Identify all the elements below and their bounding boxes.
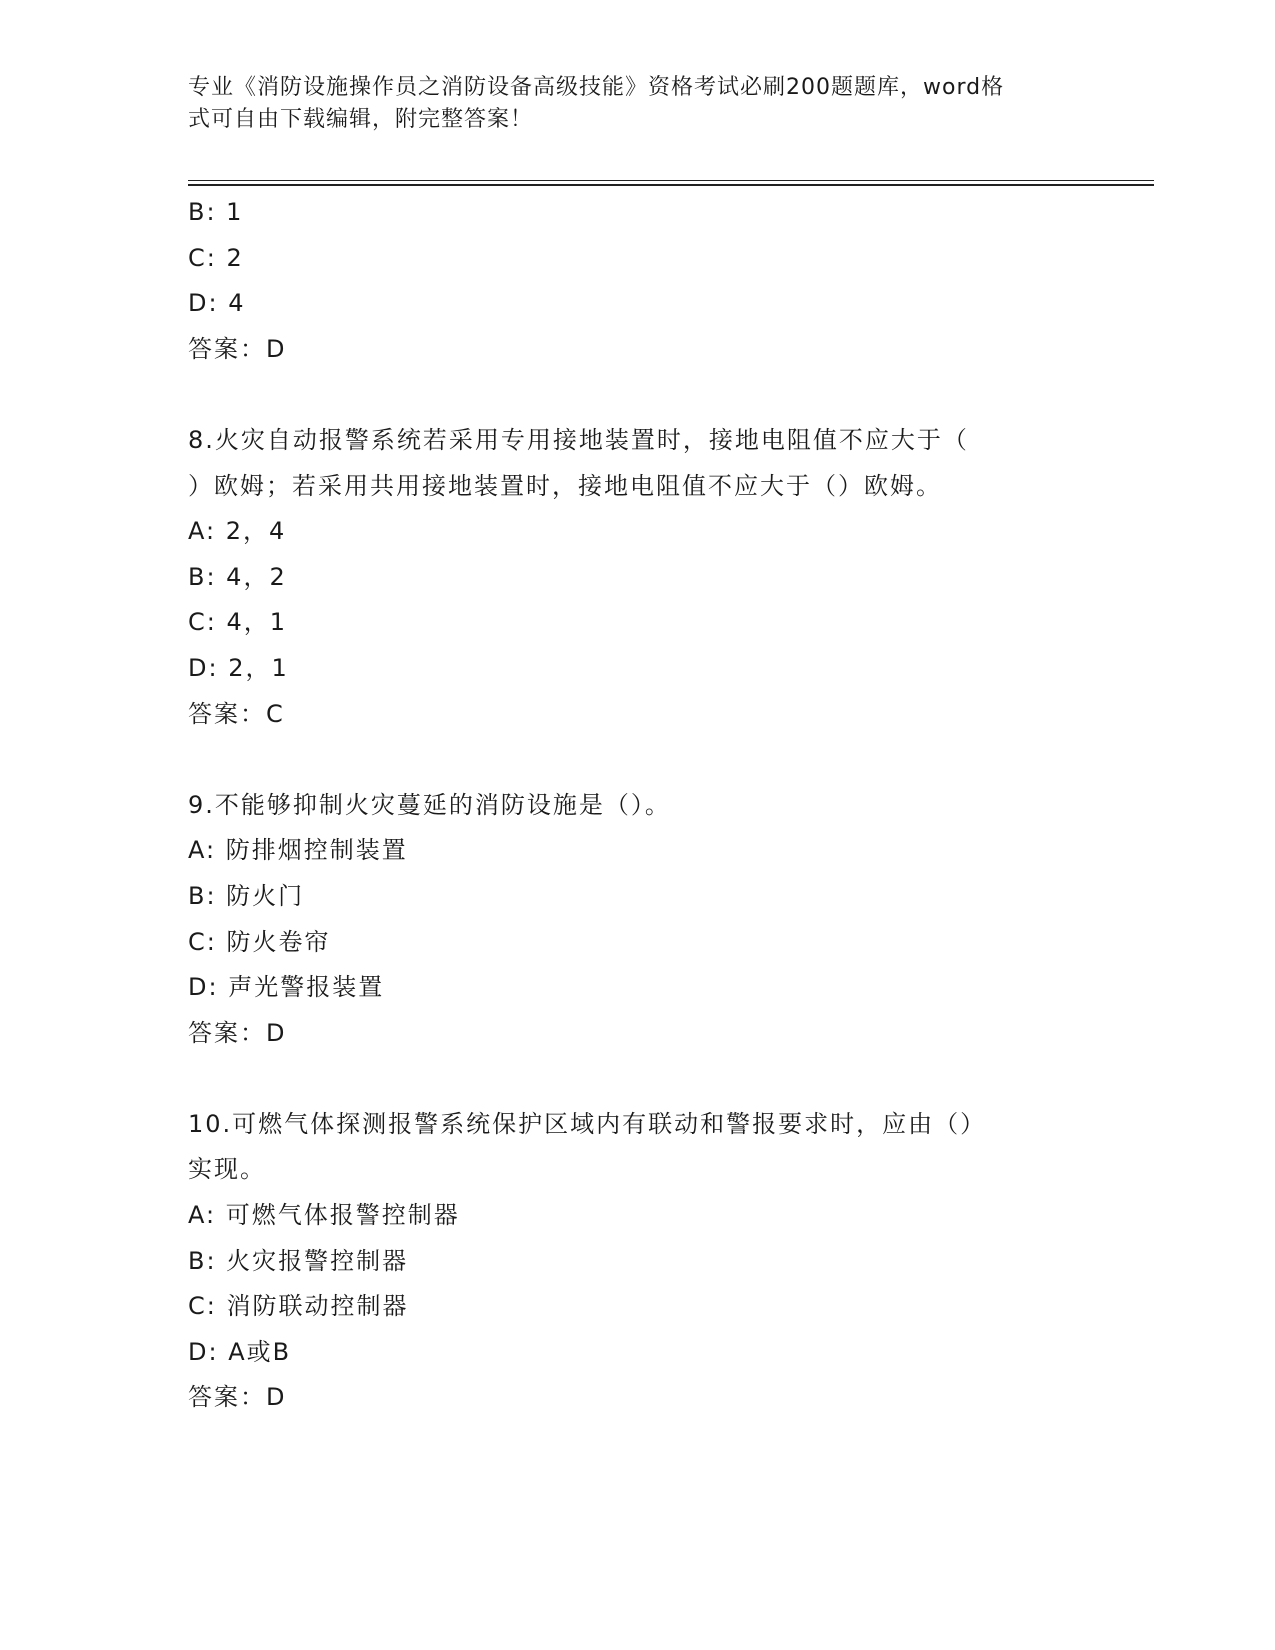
question-list [188, 190, 1068, 1421]
spacer [188, 737, 1068, 783]
prev-question-block [188, 190, 1068, 372]
option-d: D: A或B [188, 1337, 292, 1366]
header-divider-thin [188, 180, 1154, 181]
option-a: A: 防排烟控制装置 [188, 836, 408, 865]
question-block [188, 783, 1068, 1057]
spacer [188, 372, 1068, 418]
answer-line: 答案：D [188, 1383, 287, 1412]
question-stem-line: ）欧姆；若采用共用接地装置时，接地电阻值不应大于（）欧姆。 [188, 471, 942, 500]
question-block [188, 1102, 1068, 1421]
header-title-line-1: 专业《消防设施操作员之消防设备高级技能》资格考试必刷200题题库，word格 [188, 75, 1005, 100]
document-header [188, 72, 1068, 136]
question-block [188, 418, 1068, 737]
option-b: B: 4，2 [188, 562, 287, 591]
question-stem-line: 实现。 [188, 1155, 266, 1184]
header-divider-thick [188, 184, 1154, 186]
option-c: C: 防火卷帘 [188, 927, 331, 956]
answer-line: 答案：C [188, 699, 285, 728]
option-d: D: 4 [188, 289, 246, 318]
option-c: C: 消防联动控制器 [188, 1292, 409, 1321]
answer-line: 答案：D [188, 334, 287, 363]
option-c: C: 2 [188, 243, 244, 272]
option-b: B: 火灾报警控制器 [188, 1246, 409, 1275]
option-d: D: 声光警报装置 [188, 973, 385, 1002]
option-b: B: 1 [188, 198, 244, 226]
question-stem-line: 10.可燃气体探测报警系统保护区域内有联动和警报要求时，应由（） [188, 1109, 987, 1138]
header-title-line-2: 式可自由下载编辑，附完整答案！ [188, 107, 534, 132]
option-c: C: 4，1 [188, 608, 288, 637]
question-stem-line: 9.不能够抑制火灾蔓延的消防设施是（）。 [188, 790, 671, 819]
option-b: B: 防火门 [188, 881, 305, 910]
option-d: D: 2，1 [188, 653, 289, 682]
answer-line: 答案：D [188, 1018, 287, 1047]
option-a: A: 可燃气体报警控制器 [188, 1201, 460, 1230]
option-a: A: 2，4 [188, 517, 287, 546]
question-stem-line: 8.火灾自动报警系统若采用专用接地装置时，接地电阻值不应大于（ [188, 425, 969, 454]
spacer [188, 1056, 1068, 1102]
